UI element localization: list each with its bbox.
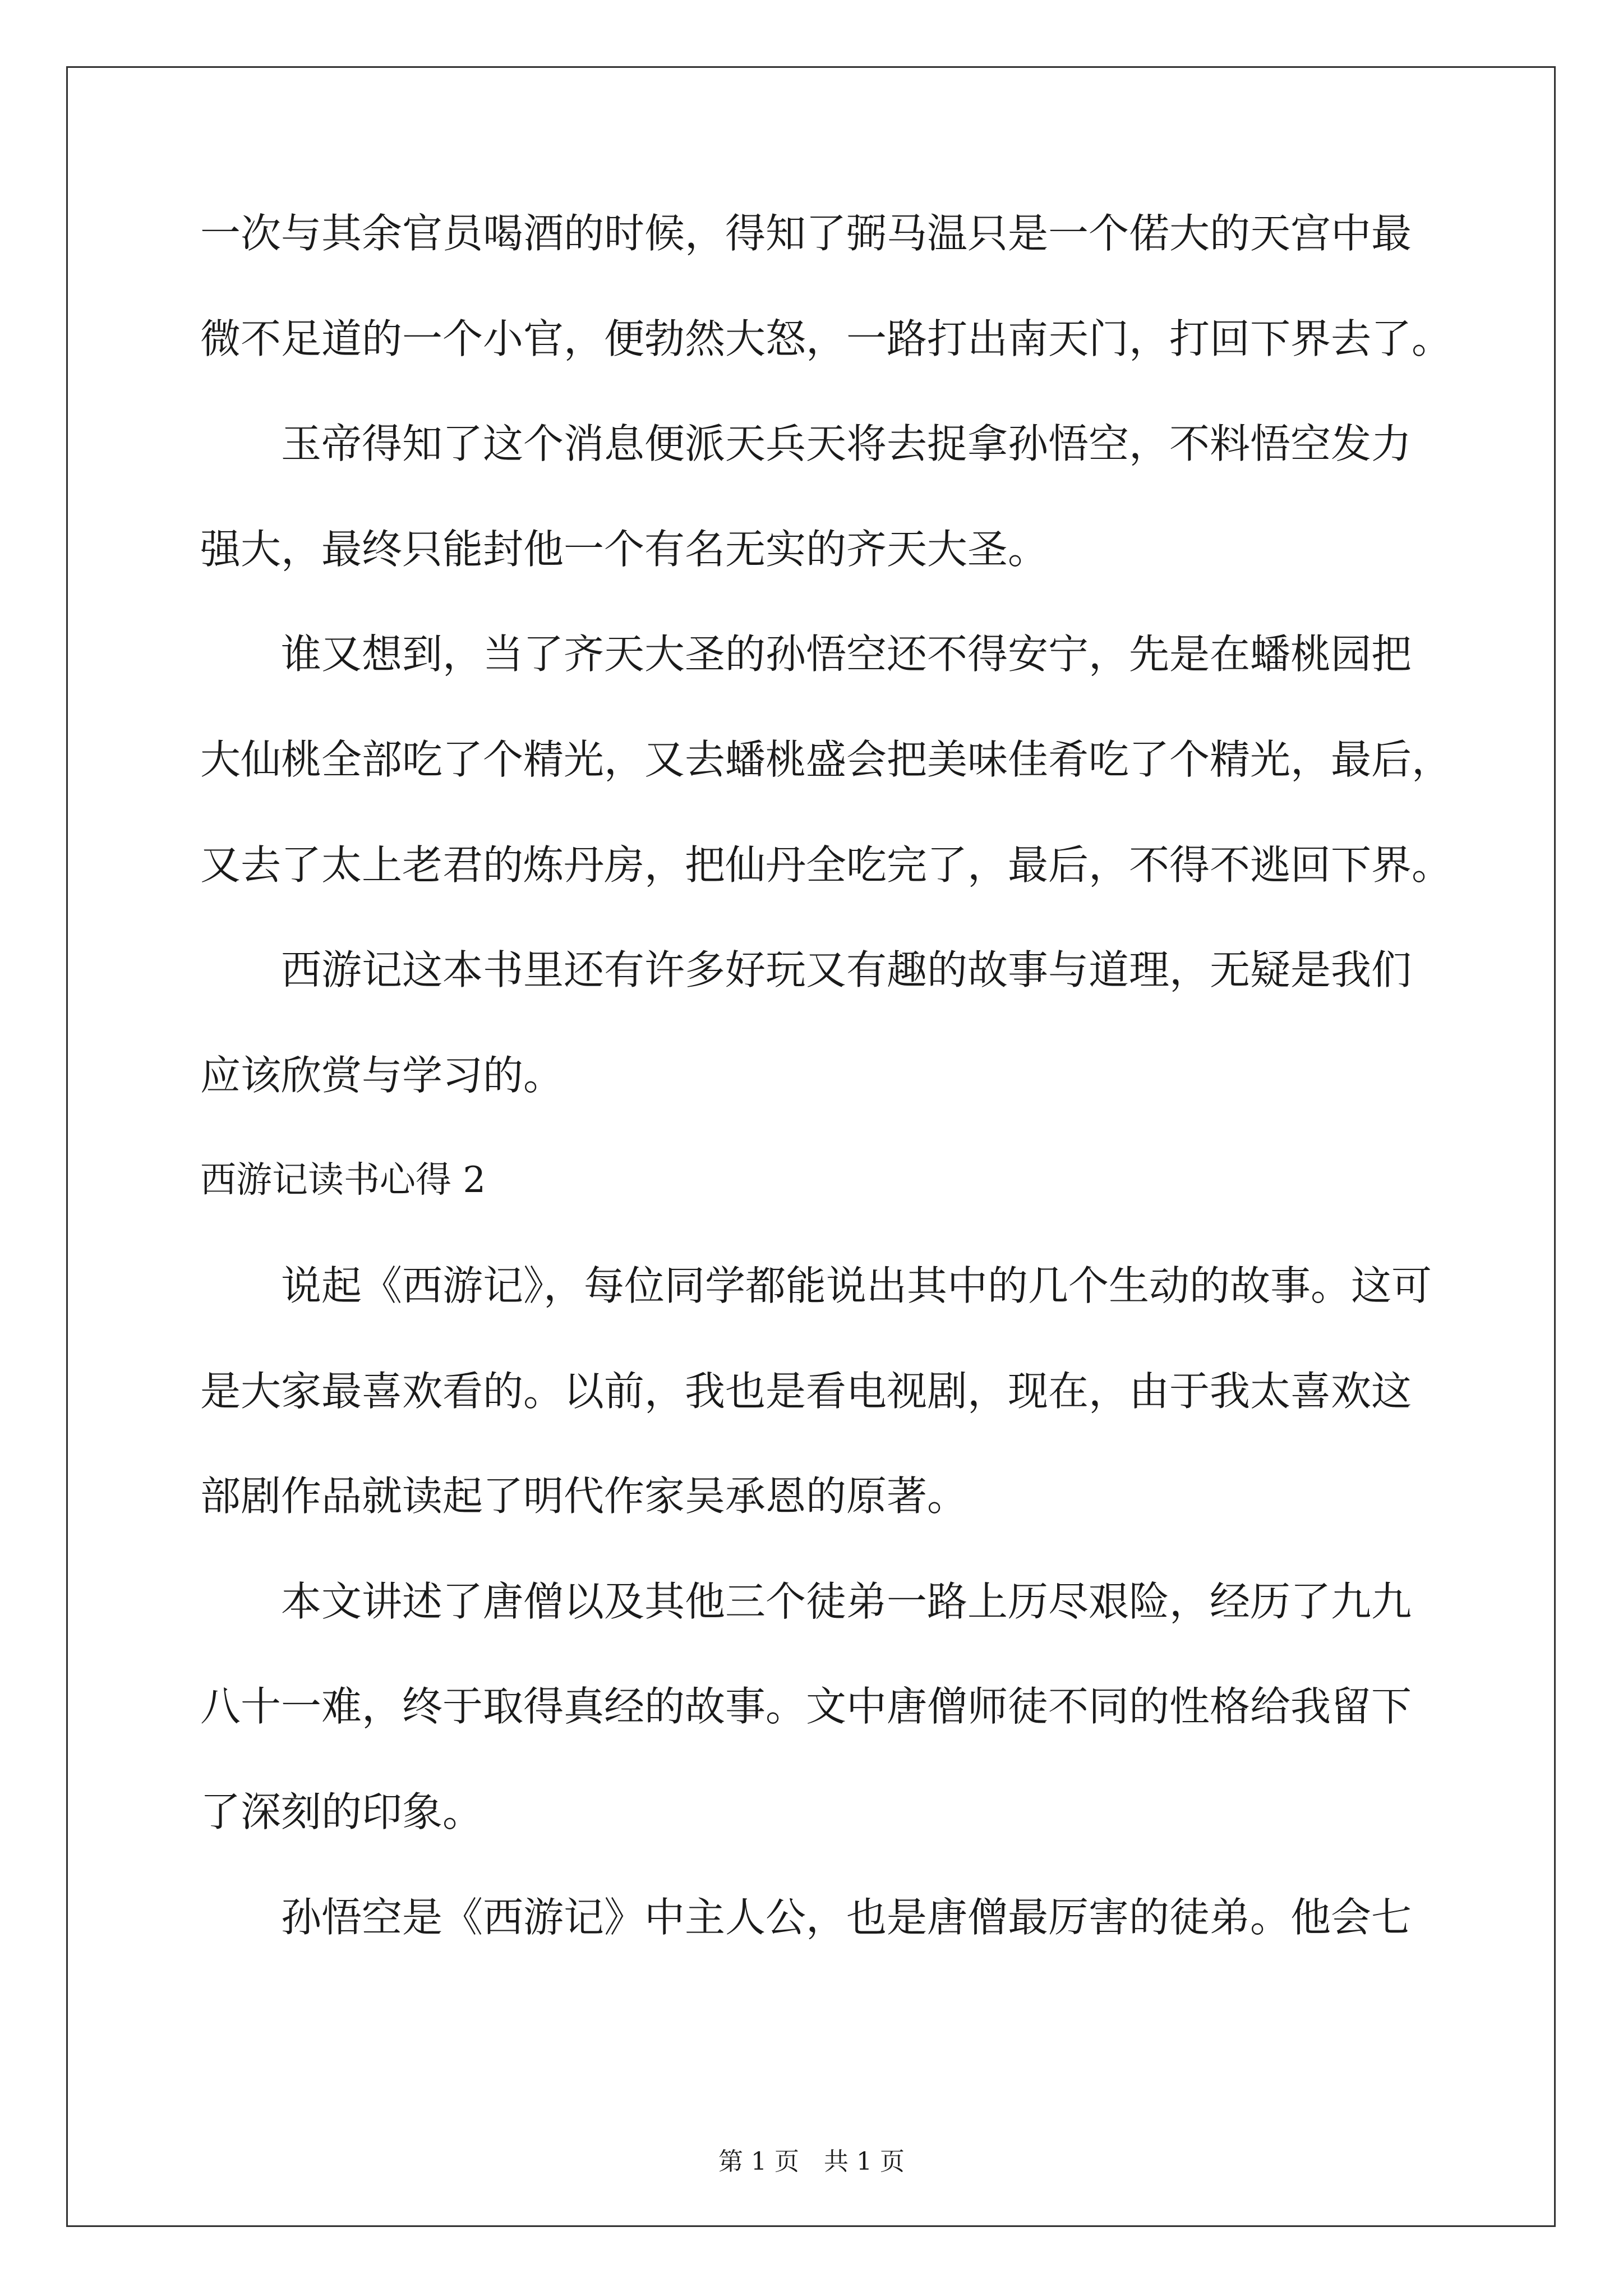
text-line: 八十一难，终于取得真经的故事。文中唐僧师徒不同的性格给我留下 <box>200 1683 1412 1731</box>
text-line: 大仙桃全部吃了个精光，又去蟠桃盛会把美味佳肴吃了个精光，最后， <box>200 735 1453 783</box>
text-line: 了深刻的印象。 <box>200 1788 483 1835</box>
text-line: 一次与其余官员喝酒的时候，得知了弼马温只是一个偌大的天宫中最 <box>200 210 1412 257</box>
text-line: 玉帝得知了这个消息便派天兵天将去捉拿孙悟空，不料悟空发力 <box>281 420 1412 468</box>
text-line: 强大，最终只能封他一个有名无实的齐天大圣。 <box>200 525 1049 573</box>
text-line: 微不足道的一个小官，便勃然大怒，一路打出南天门，打回下界去了。 <box>200 315 1453 362</box>
text-line: 又去了太上老君的炼丹房，把仙丹全吃完了，最后，不得不逃回下界。 <box>200 841 1453 889</box>
text-line: 西游记这本书里还有许多好玩又有趣的故事与道理，无疑是我们 <box>281 946 1412 994</box>
document-body <box>200 210 1453 2002</box>
text-line: 说起《西游记》，每位同学都能说出其中的几个生动的故事。这可 <box>281 1262 1432 1309</box>
page-footer: 第 1 页 共 1 页 <box>718 2147 905 2176</box>
text-line: 是大家最喜欢看的。以前，我也是看电视剧，现在，由于我太喜欢这 <box>200 1367 1412 1415</box>
text-line: 孙悟空是《西游记》中主人公，也是唐僧最厉害的徒弟。他会七 <box>281 1893 1412 1941</box>
text-line: 应该欣赏与学习的。 <box>200 1051 564 1099</box>
section-heading: 西游记读书心得 2 <box>200 1159 486 1202</box>
text-line: 本文讲述了唐僧以及其他三个徒弟一路上历尽艰险，经历了九九 <box>281 1577 1412 1625</box>
text-line: 部剧作品就读起了明代作家吴承恩的原著。 <box>200 1473 968 1520</box>
text-line: 谁又想到，当了齐天大圣的孙悟空还不得安宁，先是在蟠桃园把 <box>281 631 1412 678</box>
